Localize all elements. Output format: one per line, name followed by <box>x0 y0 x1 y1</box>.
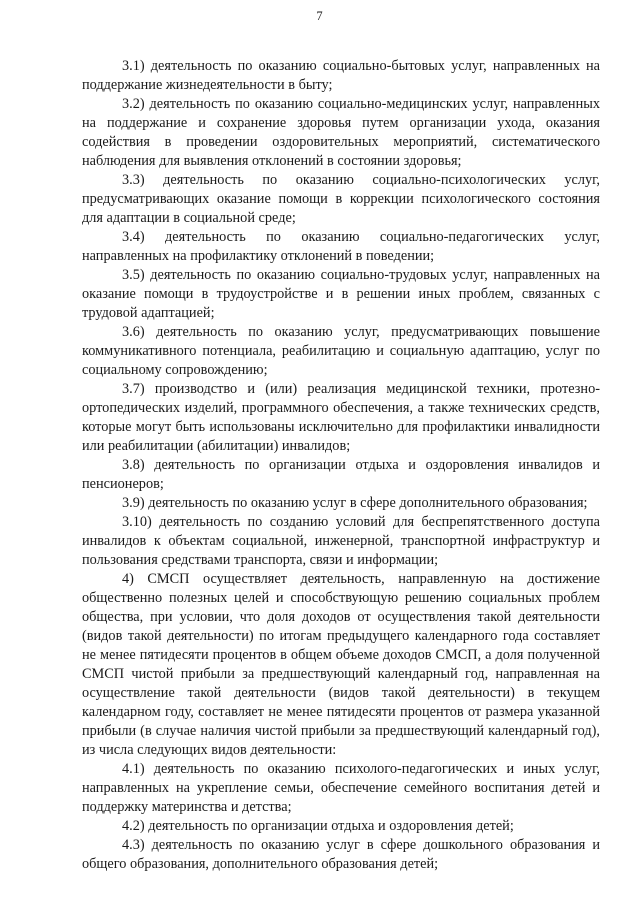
paragraph-3-2: 3.2) деятельность по оказанию социально-медицинских услуг, направленных на поддержание и сохранение здоровья путем организации ухода, оказания содействия в проведении оздоровительных мероприятий, систематического наблюдения для выявления отклонений в состоянии здоровья; <box>82 96 600 169</box>
paragraph-3-8: 3.8) деятельность по организации отдыха и оздоровления инвалидов и пенсионеров; <box>82 457 600 492</box>
paragraph-3-9: 3.9) деятельность по оказанию услуг в сфере дополнительного образования; <box>122 495 588 511</box>
page-number: 7 <box>316 9 323 23</box>
paragraph-3-1: 3.1) деятельность по оказанию социально-бытовых услуг, направленных на поддержание жизнедеятельности в быту; <box>82 58 600 93</box>
paragraph-4-3: 4.3) деятельность по оказанию услуг в сфере дошкольного образования и общего образования, дополнительного образования детей; <box>82 837 600 872</box>
document-body <box>82 57 600 874</box>
paragraph-4-1: 4.1) деятельность по оказанию психолого-педагогических и иных услуг, направленных на укрепление семьи, обеспечение семейного воспитания детей и поддержку материнства и детства; <box>82 761 600 815</box>
paragraph-4: 4) СМСП осуществляет деятельность, направленную на достижение общественно полезных целей и способствующую решению социальных проблем общества, при условии, что доля доходов от осуществления такой деятельности (видов такой деятельности) по итогам предыдущего календарного года составляет не менее пятидесяти процентов в общем объеме доходов СМСП, а доля полученной СМСП чистой прибыли за предшествующий календарный год, направленная на осуществление такой деятельности (видов такой деятельности) в текущем календарном году, составляет не менее пятидесяти процентов от размера указанной прибыли (в случае наличия чистой прибыли за предшествующий календарный год), из числа следующих видов деятельности: <box>82 571 600 758</box>
paragraph-3-10: 3.10) деятельность по созданию условий для беспрепятственного доступа инвалидов к объектам социальной, инженерной, транспортной инфраструктур и пользования средствами транспорта, связи и информации; <box>82 514 600 568</box>
paragraph-3-3: 3.3) деятельность по оказанию социально-психологических услуг, предусматривающих оказание помощи в коррекции психологического состояния для адаптации в социальной среде; <box>82 172 600 226</box>
paragraph-3-5: 3.5) деятельность по оказанию социально-трудовых услуг, направленных на оказание помощи в трудоустройстве и в решении иных проблем, связанных с трудовой адаптацией; <box>82 267 600 321</box>
paragraph-3-4: 3.4) деятельность по оказанию социально-педагогических услуг, направленных на профилактику отклонений в поведении; <box>82 229 600 264</box>
paragraph-3-7: 3.7) производство и (или) реализация медицинской техники, протезно-ортопедических изделий, программного обеспечения, а также технических средств, которые могут быть использованы исключительно для профилактики инвалидности или реабилитации (абилитации) инвалидов; <box>82 381 600 454</box>
paragraph-3-6: 3.6) деятельность по оказанию услуг, предусматривающих повышение коммуникативного потенциала, реабилитацию и социальную адаптацию, услуг по социальному сопровождению; <box>82 324 600 378</box>
paragraph-4-2: 4.2) деятельность по организации отдыха и оздоровления детей; <box>122 818 514 834</box>
